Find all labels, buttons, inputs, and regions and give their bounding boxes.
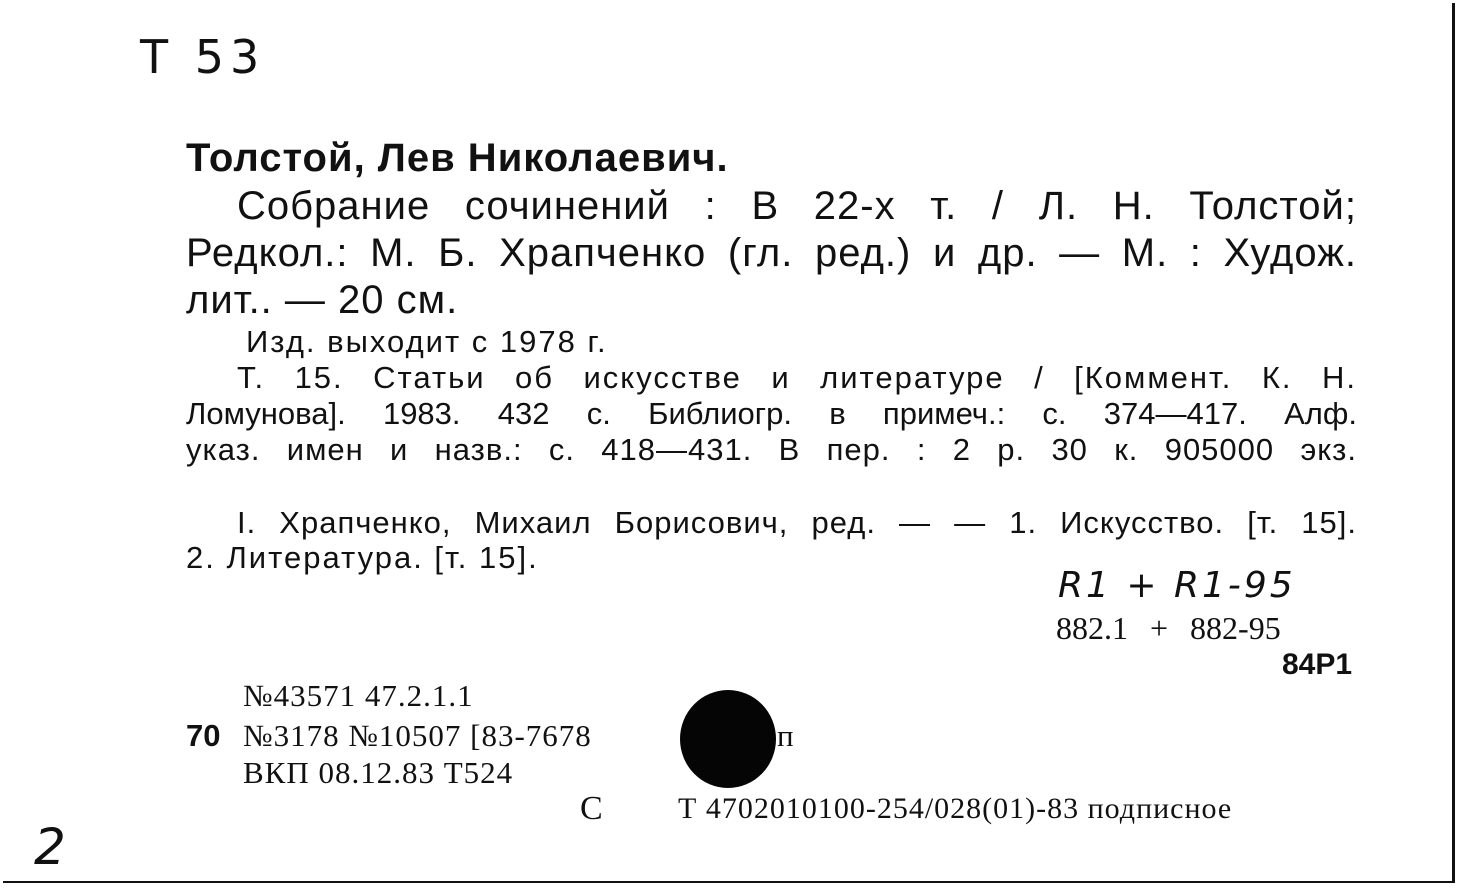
index-code: Т 4702010100-254/028(01)-83 подписное bbox=[678, 792, 1233, 825]
ink-blot bbox=[680, 690, 776, 788]
tracings-line-2: 2. Литература. [т. 15]. bbox=[186, 540, 539, 575]
author-sign: 84Р1 bbox=[1282, 648, 1353, 681]
handwritten-classification: R1 + R1-95 bbox=[1058, 565, 1296, 606]
handwritten-call-number: Т 53 bbox=[140, 30, 266, 84]
author-heading: Толстой, Лев Николаевич. bbox=[186, 136, 729, 180]
vkp-line: ВКП 08.12.83 Т524 bbox=[243, 755, 514, 790]
handwritten-number: 2 bbox=[34, 818, 66, 876]
volume-line-1: Т. 15. Статьи об искусстве и литературе / [Коммент. К. Н. bbox=[237, 360, 1357, 395]
order-numbers: №3178 №10507 [83-7678 bbox=[243, 718, 592, 753]
volume-line-2: Ломунова]. 1983. 432 с. Библиогр. в примеч.: с. 374—417. Алф. bbox=[186, 396, 1357, 431]
copyright-symbol: С bbox=[580, 790, 603, 827]
description-line-2: Редкол.: М. Б. Храпченко (гл. ред.) и др. — М. : Худож. bbox=[186, 231, 1357, 275]
description-line-3: лит.. — 20 см. bbox=[186, 278, 459, 322]
classification-index: 882.1 + 882-95 bbox=[1056, 610, 1281, 646]
catalog-numbers: №43571 47.2.1.1 bbox=[243, 678, 474, 713]
row2-prefix: 70 bbox=[186, 718, 221, 753]
volume-line-3: указ. имен и назв.: с. 418—431. В пер. : 2 р. 30 к. 905000 экз. bbox=[186, 432, 1357, 467]
order-suffix: п bbox=[777, 718, 794, 753]
tracings-line-1: I. Храпченко, Михаил Борисович, ред. — — 1. Искусство. [т. 15]. bbox=[237, 505, 1357, 540]
edition-note: Изд. выходит с 1978 г. bbox=[246, 324, 608, 359]
description-line-1: Собрание сочинений : В 22-х т. / Л. Н. Толстой; bbox=[237, 184, 1357, 228]
